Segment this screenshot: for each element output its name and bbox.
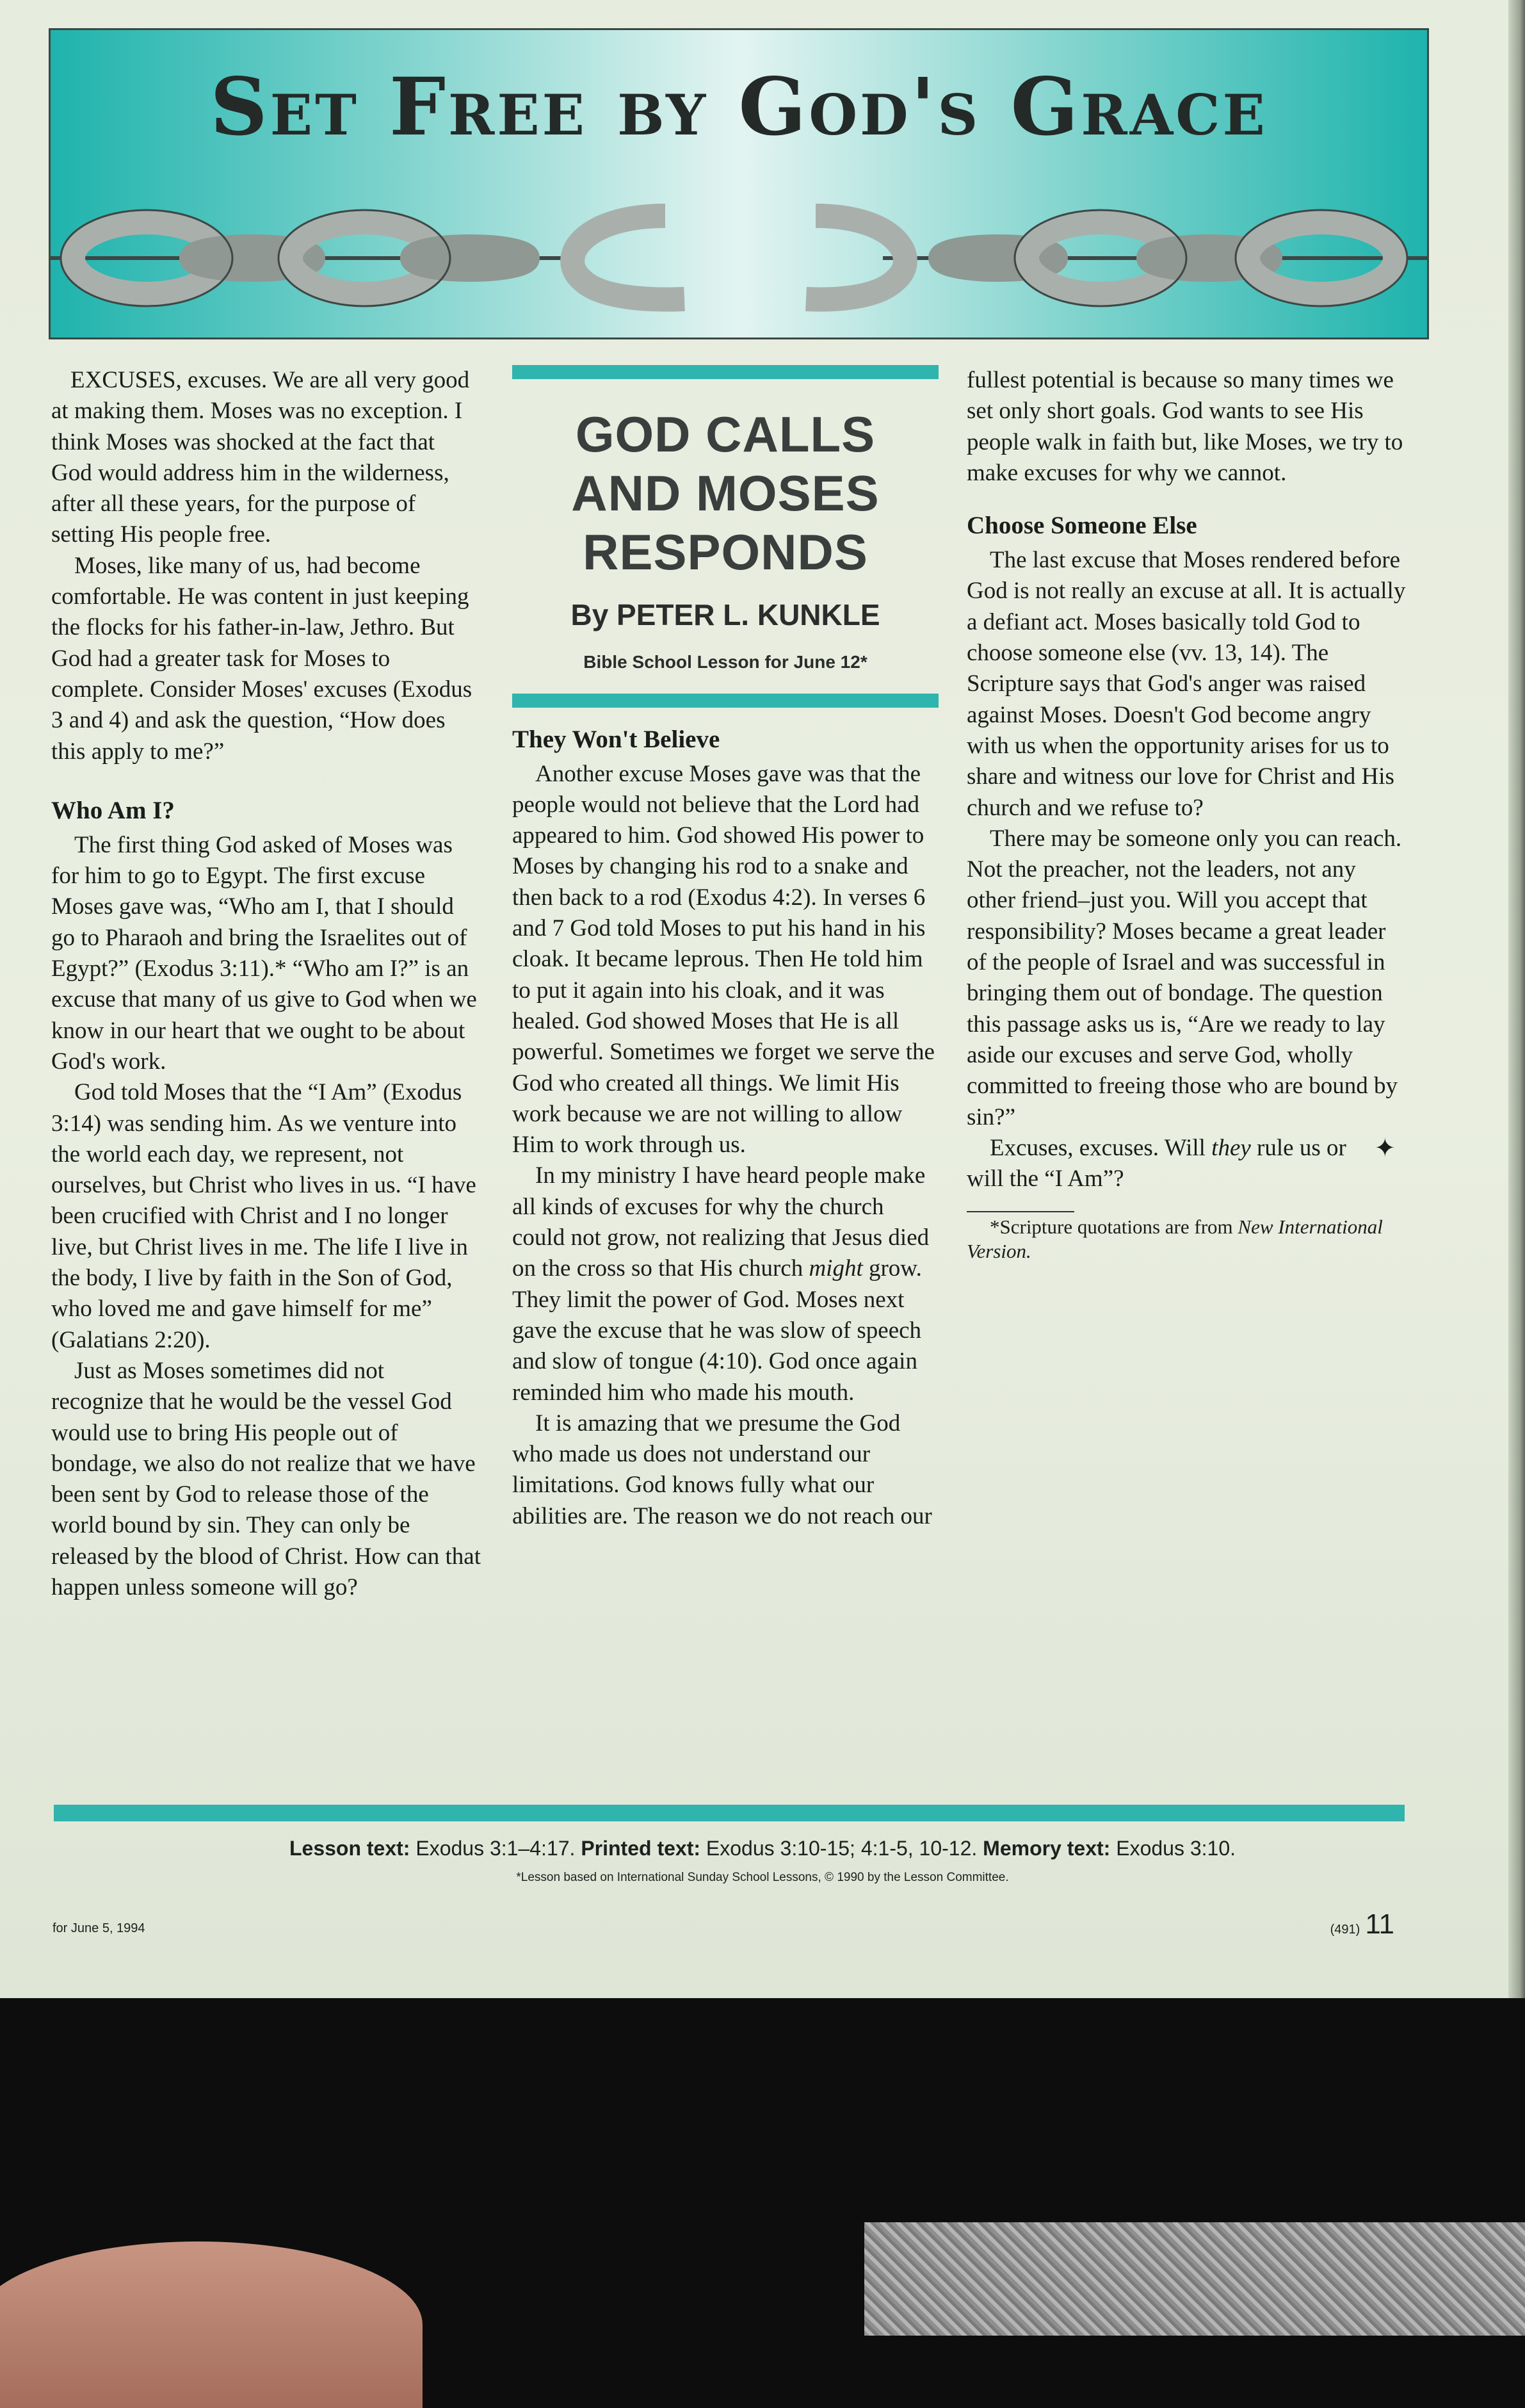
paragraph: God told Moses that the “I Am” (Exodus 3:14) was sending him. As we venture into the world each day, we represent, not ourselves, but Christ who lives in us. “I have been crucified with Christ and I no longer live, but Christ lives in me. The life I live in the body, I live by faith in the Son of God, who loved me and gave himself for me” (Galatians 2:20). [51, 1079, 476, 1353]
page-number: (491) 11 [1330, 1908, 1394, 1940]
paragraph: The first thing God asked of Moses was for him to go to Egypt. The first excuse Moses gave was, “Who am I, that I should go to Pharaoh and bring the Israelites out of Egypt?” (Exodus 3:11).* “Who am I?” is an excuse that many of us give to God when we know in our heart that we ought to be about God's work. [51, 831, 477, 1075]
chain-link [412, 247, 528, 270]
lesson-references: Lesson text: Exodus 3:1–4:17. Printed text: Exodus 3:10-15; 4:1-5, 10-12. Memory text: Exodus 3:10. [289, 1837, 1236, 1860]
subheading-choose-someone-else: Choose Someone Else [967, 512, 1197, 540]
footnote-divider [967, 1211, 1074, 1212]
end-mark-icon: ✦ [1374, 1133, 1396, 1162]
subheading-they-wont-believe: They Won't Believe [512, 725, 720, 753]
paragraph: It is amazing that we presume the God who made us does not understand our limitations. God knows fully what our abilities are. The reason we do not reach our [512, 1410, 932, 1529]
article-title-line: AND MOSES [571, 465, 880, 521]
carpet-background [864, 2222, 1525, 2336]
lesson-copyright-note: *Lesson based on International Sunday School Lessons, © 1990 by the Lesson Committee. [516, 1871, 1009, 1884]
title-box-top-rule [512, 365, 939, 379]
issue-date: for June 5, 1994 [52, 1921, 145, 1935]
bottom-rule [54, 1805, 1405, 1821]
column-left [51, 365, 481, 1603]
footnote: *Scripture quotations are from New International Version. [967, 1216, 1383, 1263]
paragraph: ✦ Excuses, excuses. Will they rule us or will the “I Am”? [967, 1133, 1396, 1192]
paragraph: Another excuse Moses gave was that the people would not believe that the Lord had appeared to him. God showed His power to Moses by changing his rod to a snake and then back to a rod (Exodus 4:2). In verses 6 and 7 God told Moses to put his hand in his cloak. It became leprous. Then He told him to put it again into his cloak, and it was healed. God showed Moses that He is all powerful. Sometimes we forget we serve the God who created all things. We limit His work because we are not willing to allow Him to work through us. [512, 760, 935, 1159]
banner-title: Set Free by God's Grace [210, 61, 1268, 154]
subheading-who-am-i: Who Am I? [51, 796, 175, 824]
title-banner [49, 28, 1429, 339]
byline: By PETER L. KUNKLE [570, 598, 880, 631]
column-middle [512, 365, 939, 1532]
broken-chain-link-left [572, 216, 684, 300]
paragraph: EXCUSES, excuses. We are all very good at making them. Moses was no exception. I think Moses was shocked at the fact that God would address him in the wilderness, after all these years, for the purpose of setting His people free. [51, 367, 470, 548]
paragraph: There may be someone only you can reach. Not the preacher, not the leaders, not any other friend–just you. Will you accept that responsibility? Moses became a great leader of the people of Israel and was successful in bringing them out of bondage. The question this passage asks us is, “Are we ready to lay aside our excuses and serve God, wholly committed to freeing those who are bound by sin?” [967, 825, 1402, 1130]
article-title-line: RESPONDS [583, 524, 868, 580]
article-title [512, 405, 939, 582]
title-box-bottom-rule [512, 694, 939, 708]
finger [0, 2241, 423, 2408]
paragraph: Moses, like many of us, had become comfortable. He was content in just keeping the flocks for his father-in-law, Jethro. But God had a greater task for Moses to complete. Consider Moses' excuses (Exodus 3 and 4) and ask the question, “How does this apply to me?” [51, 552, 472, 765]
paragraph: fullest potential is because so many times we set only short goals. God wants to see His people walk in faith but, like Moses, we try to make excuses for why we cannot. [967, 367, 1403, 486]
lesson-date: Bible School Lesson for June 12* [583, 652, 867, 672]
column-right [967, 365, 1408, 1264]
paragraph: The last excuse that Moses rendered before God is not really an excuse at all. It is actually a defiant act. Moses basically told God to choose someone else (vv. 13, 14). The Scripture says that God's anger was raised against Moses. Doesn't God become angry with us when the opportunity arises for us to share and witness our love for Christ and His church and we refuse to? [967, 547, 1406, 821]
article-title-line: GOD CALLS [575, 406, 876, 462]
paragraph: Just as Moses sometimes did not recognize that he would be the vessel God would use to bring His people out of bondage, we also do not realize that we have been sent by God to release those of the world bound by sin. They can only be released by the blood of Christ. How can that happen unless someone will go? [51, 1357, 481, 1600]
chain-illustration [51, 177, 1427, 338]
paragraph: In my ministry I have heard people make all kinds of excuses for why the church could not grow, not realizing that Jesus died on the cross so that His church might grow. They limit the power of God. Moses next gave the excuse that he was slow of speech and slow of tongue (4:10). God once again reminded him who made his mouth. [512, 1162, 930, 1406]
page-edge [1508, 0, 1525, 1998]
